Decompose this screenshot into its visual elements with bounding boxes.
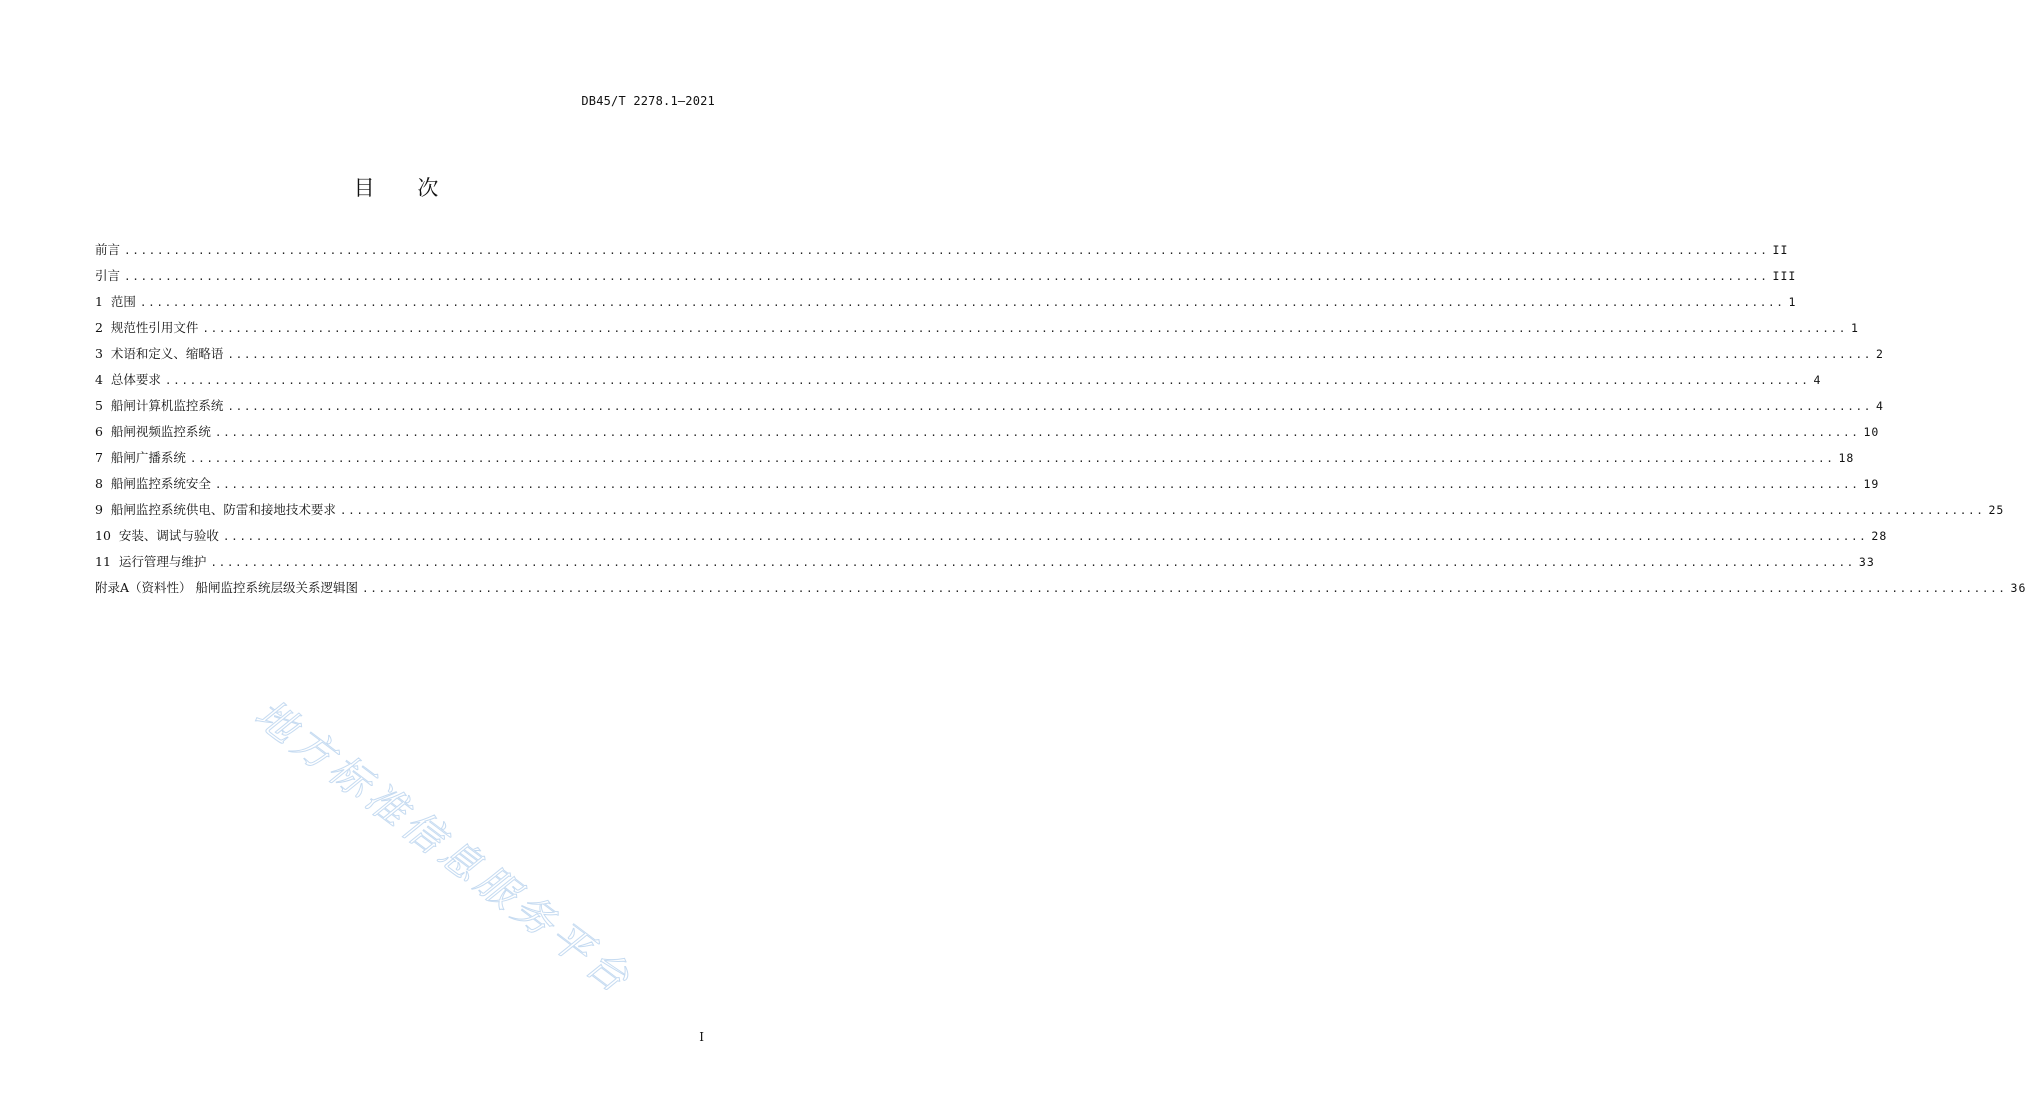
- toc-entry-number: 4: [95, 372, 111, 387]
- toc-entry-8[interactable]: [95, 471, 1880, 497]
- toc-entry-number: 6: [95, 424, 111, 439]
- toc-entry-page: 10: [1863, 425, 1880, 439]
- toc-entry-number: 1: [95, 294, 111, 309]
- toc-entry-10[interactable]: [95, 523, 1888, 549]
- toc-entry-title: 安装、调试与验收: [118, 528, 219, 543]
- toc-entry-page: 1: [1788, 295, 1797, 309]
- toc-entry-page: 36: [2010, 581, 2026, 595]
- toc-leader-dots: ........................................................................................................................................................................................................: [124, 244, 1769, 257]
- toc-entry-title: 船闸广播系统: [110, 450, 186, 465]
- toc-entry-number: 8: [95, 476, 111, 491]
- toc-entry-title: 运行管理与维护: [118, 554, 207, 569]
- toc-entry-number: 5: [95, 398, 111, 413]
- toc-entry-number: 3: [95, 346, 111, 361]
- watermark: 地方标准信息服务平台: [246, 691, 642, 1005]
- toc-entry-page: 25: [1988, 503, 2005, 517]
- toc-entry-5[interactable]: [95, 393, 1884, 419]
- toc-entry-number: 10: [95, 528, 119, 543]
- toc-entry-page: 18: [1838, 451, 1855, 465]
- toc-entry-introduction[interactable]: [95, 263, 1797, 289]
- toc-entry-title: 船闸监控系统安全: [110, 476, 211, 491]
- toc-leader-dots: ........................................................................................................................................................................................................: [227, 348, 1872, 361]
- toc-leader-dots: ........................................................................................................................................................................................................: [189, 452, 1835, 465]
- toc-entry-9[interactable]: [95, 497, 2005, 523]
- toc-entry-page: 1: [1850, 321, 1859, 335]
- page-number: I: [699, 1030, 704, 1044]
- document-code: DB45/T 2278.1—2021: [581, 94, 715, 108]
- toc-entry-title: 范围: [110, 294, 136, 309]
- toc-entry-title: 船闸视频监控系统: [110, 424, 211, 439]
- toc-entry-2[interactable]: [95, 315, 1859, 341]
- toc-leader-dots: ........................................................................................................................................................................................................: [227, 400, 1872, 413]
- toc-entry-title: 引言: [95, 268, 121, 283]
- toc-leader-dots: ........................................................................................................................................................................................................: [210, 556, 1855, 569]
- toc-entry-4[interactable]: [95, 367, 1822, 393]
- toc-leader-dots: ........................................................................................................................................................................................................: [222, 530, 1868, 543]
- toc-entry-6[interactable]: [95, 419, 1880, 445]
- table-of-contents: [95, 237, 2026, 601]
- toc-entry-title: 总体要求: [110, 372, 161, 387]
- toc-entry-title: 术语和定义、缩略语: [110, 346, 224, 361]
- toc-entry-title: 前言: [95, 242, 121, 257]
- toc-entry-appendix-a[interactable]: [95, 575, 2026, 601]
- toc-entry-7[interactable]: [95, 445, 1855, 471]
- toc-leader-dots: ........................................................................................................................................................................................................: [362, 582, 2007, 595]
- toc-leader-dots: ........................................................................................................................................................................................................: [214, 478, 1860, 491]
- toc-entry-1[interactable]: [95, 289, 1797, 315]
- toc-entry-number: 2: [95, 320, 111, 335]
- toc-leader-dots: ........................................................................................................................................................................................................: [339, 504, 1985, 517]
- toc-entry-page: 4: [1875, 399, 1884, 413]
- toc-leader-dots: ........................................................................................................................................................................................................: [202, 322, 1847, 335]
- toc-entry-page: 19: [1863, 477, 1880, 491]
- toc-entry-number: 7: [95, 450, 111, 465]
- toc-entry-preface[interactable]: [95, 237, 1789, 263]
- toc-entry-3[interactable]: [95, 341, 1884, 367]
- toc-entry-title: 船闸计算机监控系统: [110, 398, 224, 413]
- toc-entry-page: 2: [1875, 347, 1884, 361]
- toc-entry-title: 船闸监控系统供电、防雷和接地技术要求: [110, 502, 336, 517]
- toc-leader-dots: ........................................................................................................................................................................................................: [124, 270, 1769, 283]
- toc-entry-page: III: [1772, 269, 1797, 283]
- toc-leader-dots: ........................................................................................................................................................................................................: [139, 296, 1785, 309]
- toc-entry-number: 9: [95, 502, 111, 517]
- toc-entry-page: 4: [1813, 373, 1822, 387]
- toc-entry-title: 附录A（资料性） 船闸监控系统层级关系逻辑图: [95, 580, 359, 595]
- toc-entry-page: 28: [1871, 529, 1888, 543]
- toc-title: 目 次: [353, 176, 457, 200]
- toc-leader-dots: ........................................................................................................................................................................................................: [214, 426, 1860, 439]
- toc-leader-dots: ........................................................................................................................................................................................................: [164, 374, 1810, 387]
- toc-entry-11[interactable]: [95, 549, 1875, 575]
- toc-entry-number: 11: [95, 554, 119, 569]
- toc-entry-title: 规范性引用文件: [110, 320, 199, 335]
- toc-entry-page: 33: [1858, 555, 1875, 569]
- toc-entry-page: II: [1772, 243, 1789, 257]
